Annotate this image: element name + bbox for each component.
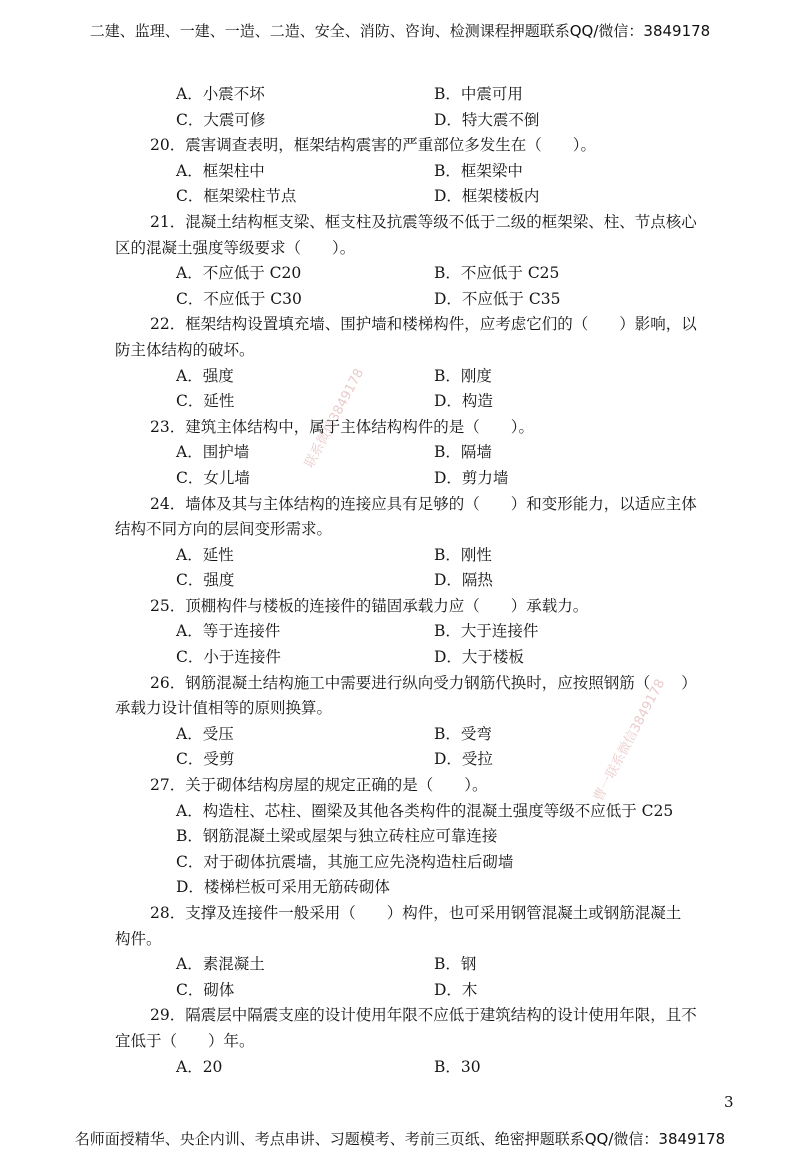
option-d: D．大于楼板 bbox=[434, 648, 524, 667]
page-footer: 名师面授精华、央企内训、考点串讲、习题模考、考前三页纸、绝密押题联系QQ/微信：3849178 bbox=[74, 1130, 726, 1148]
option-d: D．特大震不倒 bbox=[434, 110, 540, 129]
option-c: C．不应低于 C30 bbox=[176, 289, 302, 308]
option-b: B．隔墙 bbox=[434, 443, 492, 462]
option-a: A．受压 bbox=[176, 724, 234, 743]
option-row bbox=[0, 722, 800, 748]
question-text: 21．混凝土结构框支梁、框支柱及抗震等级不低于二级的框架梁、柱、节点核心 bbox=[150, 212, 697, 231]
question-text: 27．关于砌体结构房屋的规定正确的是（ ）。 bbox=[150, 776, 488, 795]
option-c: C．框架梁柱节点 bbox=[176, 187, 297, 206]
option-row bbox=[0, 364, 800, 390]
option-a: A．素混凝土 bbox=[176, 955, 265, 974]
option-row bbox=[0, 978, 800, 1004]
option-b: B．刚性 bbox=[434, 545, 492, 564]
question-text-continued: 结构不同方向的层间变形需求。 bbox=[115, 520, 333, 539]
option-d: D．构造 bbox=[434, 392, 493, 411]
option-c: C．砌体 bbox=[176, 980, 235, 999]
question-text: 25．顶棚构件与楼板的连接件的锚固承载力应（ ）承载力。 bbox=[150, 596, 589, 615]
question-text: 20．震害调查表明，框架结构震害的严重部位多发生在（ ）。 bbox=[150, 136, 596, 155]
option-row bbox=[0, 543, 800, 569]
option-a: A．构造柱、芯柱、圈梁及其他各类构件的混凝土强度等级不应低于 C25 bbox=[176, 801, 674, 820]
option-b: B．不应低于 C25 bbox=[434, 264, 560, 283]
option-c: C．强度 bbox=[176, 571, 235, 590]
option-a: A．强度 bbox=[176, 366, 234, 385]
option-c: C．大震可修 bbox=[176, 110, 266, 129]
question-text: 29．隔震层中隔震支座的设计使用年限不应低于建筑结构的设计使用年限，且不 bbox=[150, 1006, 697, 1025]
option-b: B．中震可用 bbox=[434, 85, 523, 103]
option-row bbox=[0, 184, 800, 210]
option-row bbox=[0, 159, 800, 185]
question-text: 26．钢筋混凝土结构施工中需要进行纵向受力钢筋代换时，应按照钢筋（ ） bbox=[150, 673, 697, 692]
option-row bbox=[0, 619, 800, 645]
option-d: D．隔热 bbox=[434, 571, 493, 590]
option-c: C．延性 bbox=[176, 392, 235, 411]
option-a: A．不应低于 C20 bbox=[176, 264, 302, 283]
question-text: 24．墙体及其与主体结构的连接应具有足够的（ ）和变形能力，以适应主体 bbox=[150, 494, 697, 513]
option-b: B．30 bbox=[434, 1057, 481, 1076]
option-b: B．框架梁中 bbox=[434, 161, 523, 180]
question-list bbox=[0, 82, 800, 1080]
watermark: 曹一联系微信3849178 bbox=[591, 676, 669, 804]
option-row bbox=[0, 645, 800, 671]
option-b: B．大于连接件 bbox=[434, 622, 539, 641]
option-row bbox=[0, 261, 800, 287]
option-row bbox=[0, 952, 800, 978]
question-text: 23．建筑主体结构中，属于主体结构构件的是（ ）。 bbox=[150, 417, 534, 436]
option-row bbox=[0, 287, 800, 313]
option-row bbox=[0, 440, 800, 466]
page-number: 3 bbox=[724, 1093, 734, 1111]
question-text-continued: 宜低于（ ）年。 bbox=[115, 1031, 255, 1050]
option-row bbox=[0, 466, 800, 492]
option-row bbox=[0, 747, 800, 773]
option-row bbox=[0, 1055, 800, 1081]
option-d: D．不应低于 C35 bbox=[434, 289, 561, 308]
option-a: A．小震不坏 bbox=[176, 85, 265, 103]
question-text-continued: 构件。 bbox=[115, 929, 162, 948]
question-text-continued: 承载力设计值相等的原则换算。 bbox=[115, 699, 333, 718]
option-b: B．钢 bbox=[434, 955, 477, 974]
option-d: D．受拉 bbox=[434, 750, 493, 769]
option-a: A．等于连接件 bbox=[176, 622, 281, 641]
option-row bbox=[0, 108, 800, 134]
option-row bbox=[0, 568, 800, 594]
option-c: C．对于砌体抗震墙，其施工应先浇构造柱后砌墙 bbox=[176, 852, 514, 871]
option-d: D．木 bbox=[434, 980, 478, 999]
option-c: C．受剪 bbox=[176, 750, 235, 769]
option-b: B．刚度 bbox=[434, 366, 492, 385]
option-a: A．20 bbox=[176, 1057, 223, 1076]
question-text: 22．框架结构设置填充墙、围护墙和楼梯构件，应考虑它们的（ ）影响，以 bbox=[150, 315, 697, 334]
option-row bbox=[0, 389, 800, 415]
option-d: D．楼梯栏板可采用无筋砖砌体 bbox=[176, 878, 390, 897]
option-a: A．框架柱中 bbox=[176, 161, 265, 180]
question-text-continued: 区的混凝土强度等级要求（ ）。 bbox=[115, 238, 356, 257]
option-b: B．受弯 bbox=[434, 724, 492, 743]
option-d: D．框架楼板内 bbox=[434, 187, 540, 206]
option-a: A．围护墙 bbox=[176, 443, 250, 462]
option-c: C．女儿墙 bbox=[176, 468, 250, 487]
watermark: 联系微信3849178 bbox=[302, 366, 368, 471]
option-a: A．延性 bbox=[176, 545, 234, 564]
page-header: 二建、监理、一建、一造、二造、安全、消防、咨询、检测课程押题联系QQ/微信：3849178 bbox=[89, 22, 711, 40]
question-text-continued: 防主体结构的破坏。 bbox=[115, 340, 255, 359]
option-row bbox=[0, 82, 800, 108]
option-b: B．钢筋混凝土梁或屋架与独立砖柱应可靠连接 bbox=[176, 827, 498, 846]
option-c: C．小于连接件 bbox=[176, 648, 281, 667]
question-text: 28．支撑及连接件一般采用（ ）构件，也可采用钢管混凝土或钢筋混凝土 bbox=[150, 904, 682, 922]
option-d: D．剪力墙 bbox=[434, 468, 509, 487]
